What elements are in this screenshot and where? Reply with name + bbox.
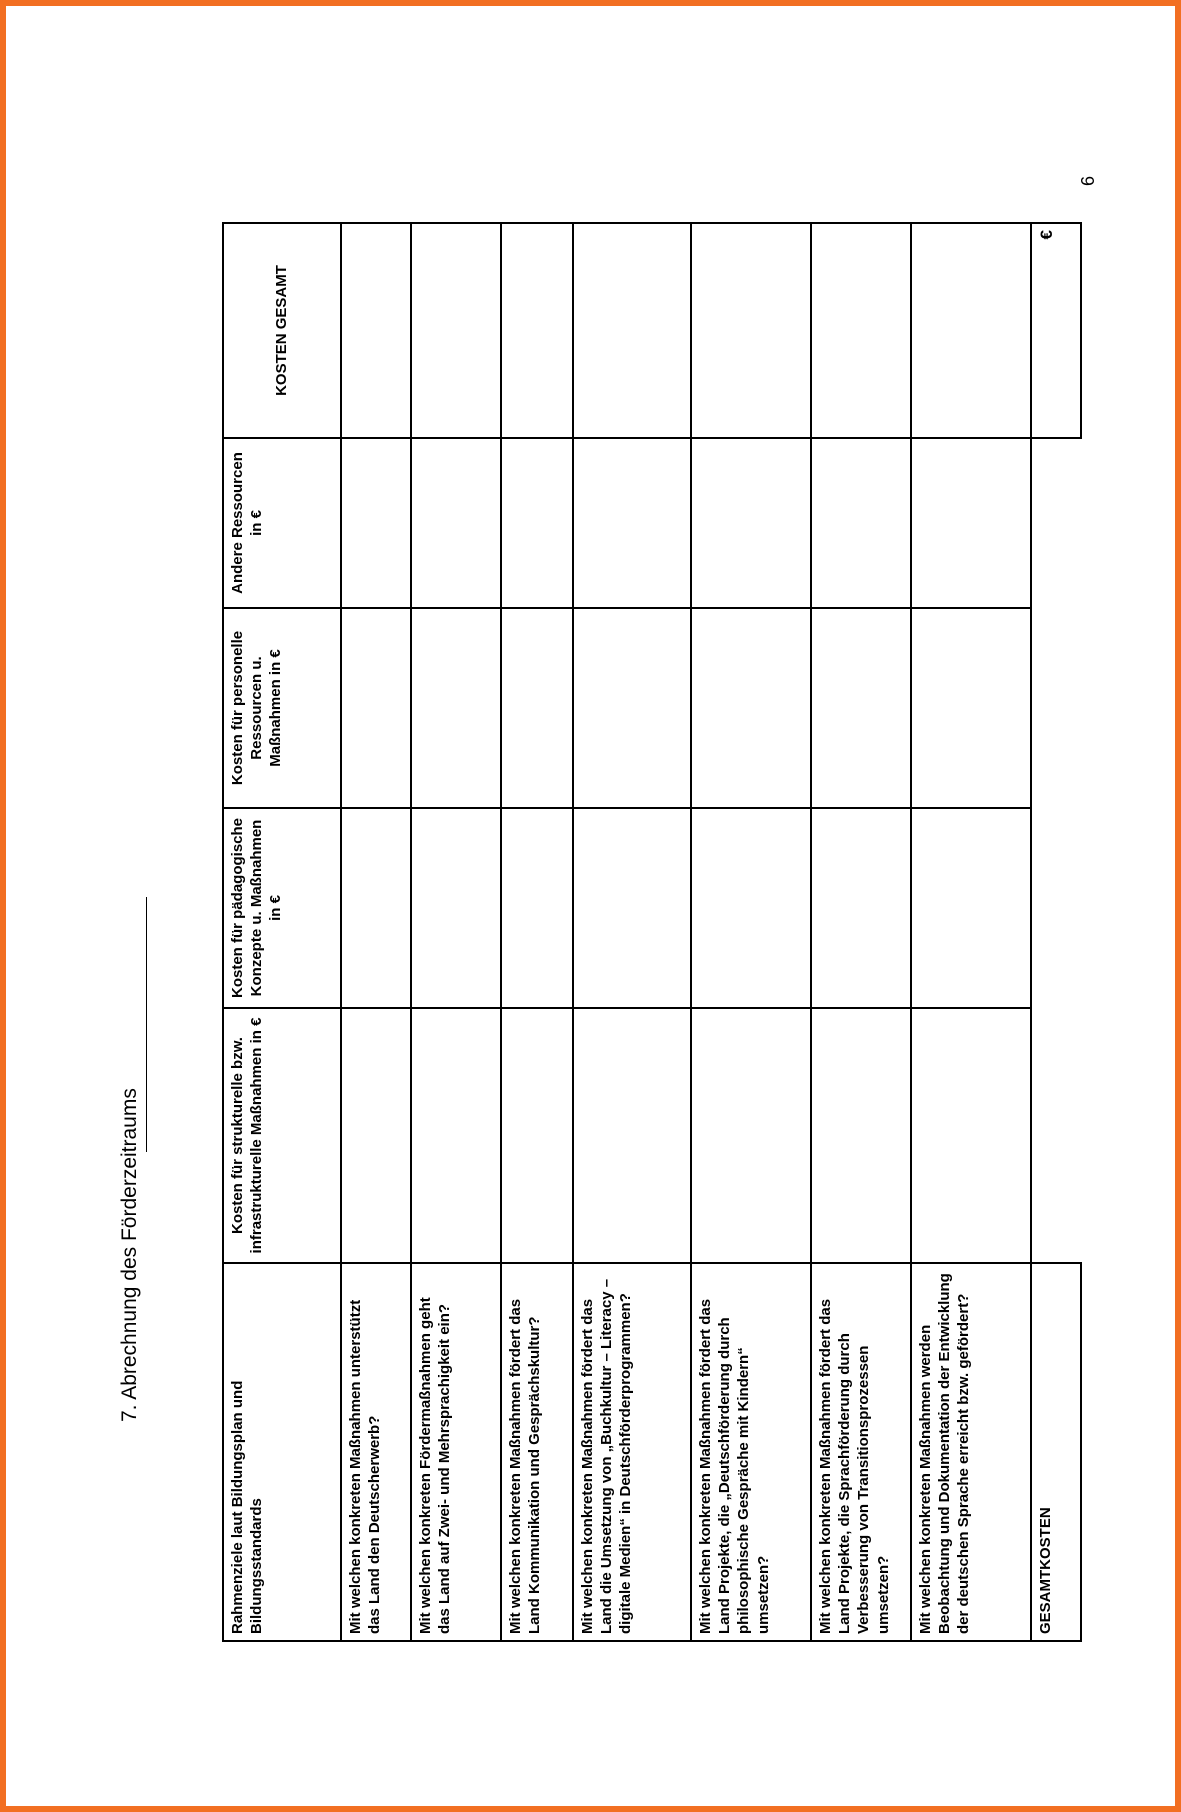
input-cell[interactable] (341, 608, 411, 808)
empty-cell (1031, 808, 1081, 1008)
table-row (573, 223, 691, 1641)
input-cell[interactable] (411, 223, 501, 438)
input-cell[interactable] (341, 1008, 411, 1263)
input-cell[interactable] (411, 1008, 501, 1263)
input-cell[interactable] (911, 808, 1031, 1008)
input-cell[interactable] (341, 438, 411, 608)
header-total-costs: KOSTEN GESAMT (223, 223, 341, 438)
euro-symbol: € (1037, 230, 1056, 240)
table-row (911, 223, 1031, 1641)
input-cell[interactable] (691, 1008, 811, 1263)
input-cell[interactable] (411, 608, 501, 808)
header-pedagogical-costs: Kosten für pädagogische Konzepte u. Maßnahmen in € (223, 808, 341, 1008)
input-cell[interactable] (501, 223, 573, 438)
row-question: Mit welchen konkreten Maßnahmen fördert das Land Projekte, die „Deutschförderung durch philosophische Gespräche mit Kindern“ umsetzen? (691, 1263, 811, 1641)
table-row (501, 223, 573, 1641)
header-personnel-costs: Kosten für personelle Ressourcen u. Maßnahmen in € (223, 608, 341, 808)
header-goals: Rahmenziele laut Bildungsplan und Bildungsstandards (223, 1263, 341, 1641)
table-row (341, 223, 411, 1641)
input-cell[interactable] (911, 438, 1031, 608)
input-cell[interactable] (573, 1008, 691, 1263)
title-underline (146, 897, 147, 1152)
row-question: Mit welchen konkreten Maßnahmen werden Beobachtung und Dokumentation der Entwicklung der deutschen Sprache erreicht bzw. gefördert? (911, 1263, 1031, 1641)
total-label: GESAMTKOSTEN (1031, 1263, 1081, 1641)
empty-cell (1031, 438, 1081, 608)
input-cell[interactable] (573, 223, 691, 438)
input-cell[interactable] (911, 223, 1031, 438)
input-cell[interactable] (911, 1008, 1031, 1263)
input-cell[interactable] (811, 1008, 911, 1263)
input-cell[interactable] (691, 223, 811, 438)
input-cell[interactable] (411, 438, 501, 608)
cost-table (222, 222, 1082, 1642)
input-cell[interactable] (811, 438, 911, 608)
row-question: Mit welchen konkreten Fördermaßnahmen geht das Land auf Zwei- und Mehrsprachigkeit ein? (411, 1263, 501, 1641)
row-question: Mit welchen konkreten Maßnahmen fördert das Land Projekte, die Sprachförderung durch Verbesserung von Transitionsprozessen umsetzen? (811, 1263, 911, 1641)
page-number: 6 (1078, 175, 1098, 186)
input-cell[interactable] (911, 608, 1031, 808)
input-cell[interactable] (811, 223, 911, 438)
input-cell[interactable] (411, 808, 501, 1008)
table-row (691, 223, 811, 1641)
input-cell[interactable] (573, 608, 691, 808)
total-row (1031, 223, 1081, 1641)
row-question: Mit welchen konkreten Maßnahmen unterstützt das Land den Deutscherwerb? (341, 1263, 411, 1641)
input-cell[interactable] (691, 808, 811, 1008)
input-cell[interactable] (811, 608, 911, 808)
input-cell[interactable] (811, 808, 911, 1008)
input-cell[interactable] (691, 608, 811, 808)
input-cell[interactable] (573, 438, 691, 608)
total-value-cell[interactable] (1031, 223, 1081, 438)
table-row (811, 223, 911, 1641)
input-cell[interactable] (501, 438, 573, 608)
table-header-row (223, 223, 341, 1641)
input-cell[interactable] (691, 438, 811, 608)
input-cell[interactable] (501, 808, 573, 1008)
empty-cell (1031, 608, 1081, 808)
input-cell[interactable] (573, 808, 691, 1008)
section-title: 7. Abrechnung des Förderzeitraums (118, 1088, 141, 1422)
row-question: Mit welchen konkreten Maßnahmen fördert das Land Kommunikation und Gesprächskultur? (501, 1263, 573, 1641)
header-other-resources: Andere Ressourcen in € (223, 438, 341, 608)
input-cell[interactable] (341, 808, 411, 1008)
row-question: Mit welchen konkreten Maßnahmen fördert das Land die Umsetzung von „Buchkultur – Literacy – digitale Medien“ in Deutschförderprogrammen? (573, 1263, 691, 1641)
empty-cell (1031, 1008, 1081, 1263)
input-cell[interactable] (341, 223, 411, 438)
input-cell[interactable] (501, 1008, 573, 1263)
table-row (411, 223, 501, 1641)
header-structural-costs: Kosten für strukturelle bzw. infrastrukturelle Maßnahmen in € (223, 1008, 341, 1263)
input-cell[interactable] (501, 608, 573, 808)
